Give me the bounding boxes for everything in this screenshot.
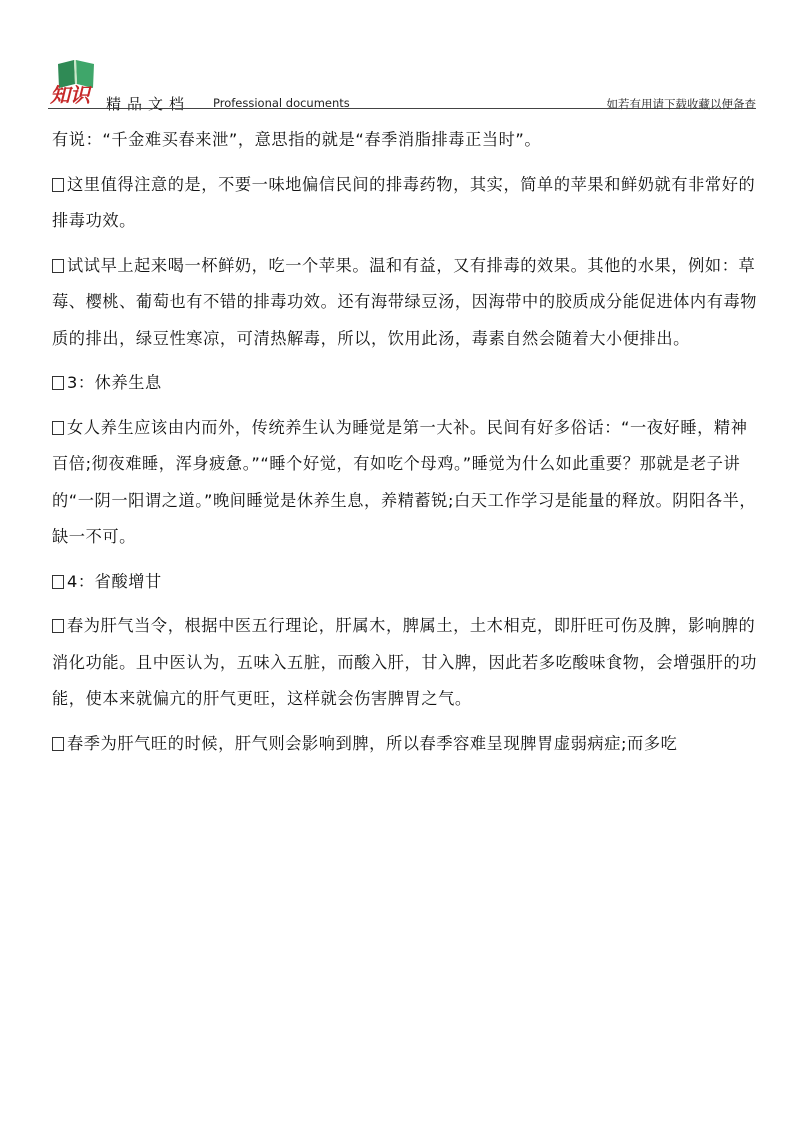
paragraph-text: 春为肝气当令，根据中医五行理论，肝属木，脾属土，土木相克，即肝旺可伤及脾，影响脾的消化功能。且中医认为，五味入五脏，而酸入肝，甘入脾，因此若多吃酸味食物，会增强肝的功能，使本来就偏亢的肝气更旺，这样就会伤害脾胃之气。 (52, 616, 758, 708)
paragraph-text: 试试早上起来喝一杯鲜奶，吃一个苹果。温和有益，又有排毒的效果。其他的水果，例如：草莓、樱桃、葡萄也有不错的排毒功效。还有海带绿豆汤，因海带中的胶质成分能促进体内有毒物质的排出，绿豆性寒凉，可清热解毒，所以，饮用此汤，毒素自然会随着大小便排出。 (52, 255, 758, 348)
document-body (52, 122, 762, 770)
paragraph (52, 167, 762, 240)
brand-title: 精品文档 (106, 95, 191, 113)
missing-glyph-box-icon (52, 575, 64, 589)
paragraph (52, 564, 762, 601)
brand-subtitle: Professional documents (213, 96, 350, 110)
header-note: 如若有用请下载收藏以便备查 (606, 97, 756, 111)
missing-glyph-box-icon (52, 259, 64, 273)
paragraph (52, 365, 762, 402)
missing-glyph-box-icon (52, 421, 64, 435)
missing-glyph-box-icon (52, 619, 64, 633)
paragraph-text: 这里值得注意的是，不要一味地偏信民间的排毒药物，其实，简单的苹果和鲜奶就有非常好的排毒功效。 (52, 174, 756, 230)
paragraph (52, 122, 762, 159)
paragraph-text: 4：省酸增甘 (67, 571, 162, 591)
paragraph (52, 608, 762, 718)
paragraph (52, 248, 762, 358)
missing-glyph-box-icon (52, 376, 64, 390)
paragraph-text: 有说：“千金难买春来泄”，意思指的就是“春季消脂排毒正当时”。 (52, 130, 542, 149)
svg-text:知识: 知识 (50, 83, 90, 106)
paragraph-text: 3：休养生息 (67, 373, 162, 392)
paragraph (52, 410, 762, 556)
paragraph-text: 春季为肝气旺的时候，肝气则会影响到脾，所以春季容难呈现脾胃虚弱病症;而多吃 (67, 733, 678, 753)
missing-glyph-box-icon (52, 737, 64, 751)
paragraph-text: 女人养生应该由内而外，传统养生认为睡觉是第一大补。民间有好多俗话：“一夜好睡，精神百倍;彻夜难睡，浑身疲惫。”“睡个好觉，有如吃个母鸡。”睡觉为什么如此重要？那就是老子讲的“一阴一阳谓之道。”晚间睡觉是休养生息，养精蓄锐;白天工作学习是能量的释放。阴阳各半，缺一不可。 (52, 417, 757, 546)
missing-glyph-box-icon (52, 178, 64, 192)
paragraph (52, 726, 762, 763)
logo-book-icon (48, 56, 106, 106)
page-header (48, 56, 756, 113)
header-divider (48, 108, 756, 109)
